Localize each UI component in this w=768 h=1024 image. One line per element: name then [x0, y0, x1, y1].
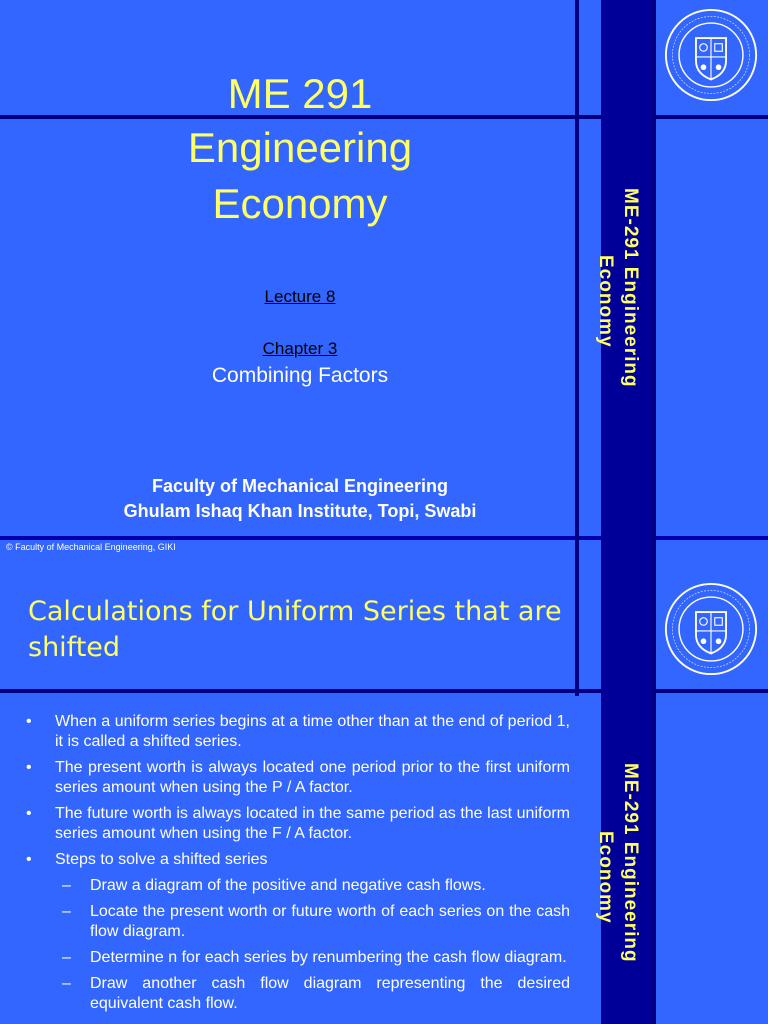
bullet-text: The future worth is always located in the same period as the last uniform series amount when using the F / A factor. [55, 805, 570, 842]
list-item [26, 804, 570, 844]
band-title [595, 536, 652, 1024]
copyright-notice: © Faculty of Mechanical Engineering, GIKI [6, 542, 176, 552]
chapter-title: Combining Factors [211, 364, 389, 387]
sub-bullet-marker: – [62, 949, 71, 966]
sub-bullet-marker: – [62, 877, 71, 894]
institute-seal-icon [664, 582, 758, 676]
chapter-label: Chapter 3 [262, 339, 338, 358]
list-item [26, 758, 570, 798]
institute-name: Ghulam Ishaq Khan Institute, Topi, Swabi [123, 501, 477, 521]
sub-bullet-marker: – [62, 975, 71, 992]
faculty-name: Faculty of Mechanical Engineering [151, 476, 449, 496]
sub-bullet-text: Determine n for each series by renumbering the cash flow diagram. [90, 949, 567, 966]
divider-line [652, 0, 656, 536]
institute-seal-icon [664, 8, 758, 102]
sub-list-item [62, 974, 570, 1014]
band-title-line2: Economy [595, 831, 616, 924]
sub-list-item [62, 948, 570, 968]
band-title-line2: Economy [595, 255, 616, 348]
slide-title-line1: ME 291 [227, 70, 373, 117]
bullet-text: When a uniform series begins at a time other than at the end of period 1, it is called a shifted series. [55, 713, 570, 750]
bullet-text: The present worth is always located one period prior to the first uniform series amount when using the P / A factor. [55, 759, 570, 796]
sub-list-item [62, 902, 570, 942]
sub-list-item [62, 876, 570, 896]
side-band [595, 0, 652, 536]
slide-title-line3: Economy [212, 180, 388, 227]
side-band [595, 536, 652, 1024]
bullet-list [26, 712, 570, 1020]
bullet-marker: • [26, 805, 32, 822]
bullet-marker: • [26, 851, 32, 868]
band-title-line1: ME-291 Engineering [620, 188, 641, 388]
list-item [26, 712, 570, 752]
divider-line [652, 536, 656, 1024]
slide-heading: Calculations for Uniform Series that are shifted [28, 596, 562, 663]
list-item [26, 850, 570, 870]
sub-bullet-text: Draw a diagram of the positive and negative cash flows. [90, 877, 486, 894]
sub-bullet-text: Locate the present worth or future worth of each series on the cash flow diagram. [90, 903, 570, 940]
band-title [595, 0, 652, 536]
slide-title-line2: Engineering [187, 124, 413, 171]
sub-bullet-marker: – [62, 903, 71, 920]
lecture-label: Lecture 8 [264, 287, 336, 306]
band-title-line1: ME-291 Engineering [620, 763, 641, 963]
sub-bullet-text: Draw another cash flow diagram representing the desired equivalent cash flow. [90, 975, 570, 1012]
content-slide [0, 536, 768, 1024]
bullet-marker: • [26, 759, 32, 776]
bullet-text: Steps to solve a shifted series [55, 851, 268, 868]
bullet-marker: • [26, 713, 32, 730]
